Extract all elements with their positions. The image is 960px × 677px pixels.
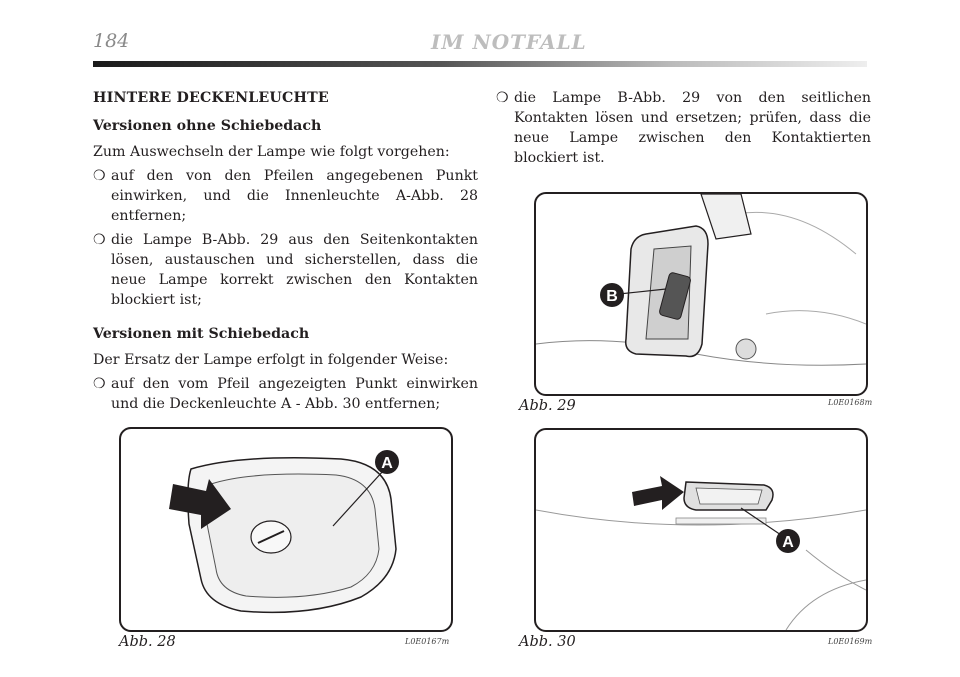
- page-number: 184: [93, 30, 130, 52]
- bullet-icon: ❍: [93, 168, 106, 184]
- bullet-text: die Lampe B-Abb. 29 aus den Seitenkontakten lösen, austauschen und sicherstellen, dass die neue Lampe korrekt zwischen den Kontakten blockiert ist;: [111, 232, 478, 308]
- subheading-without-sunroof: Versionen ohne Schiebedach: [93, 118, 322, 134]
- running-title: IM NOTFALL: [431, 30, 587, 54]
- page-header: [93, 30, 867, 54]
- callout-label: A: [782, 534, 794, 551]
- figure-29-code: L0E0168m: [828, 398, 873, 407]
- ceiling-lamp-drawing: [536, 430, 866, 630]
- bullet-item: [93, 230, 478, 310]
- left-column: [93, 88, 478, 418]
- bullet-icon: ❍: [93, 232, 106, 248]
- figure-30-illustration: [534, 428, 868, 632]
- callout-label: A: [381, 455, 393, 472]
- bullet-icon: ❍: [93, 376, 106, 392]
- figure-28-code: L0E0167m: [405, 637, 450, 646]
- bullet-text: auf den von den Pfeilen angegebenen Punkt einwirken, und die Innenleuchte A-Abb. 28 entfernen;: [111, 168, 478, 224]
- intro-text-2: Der Ersatz der Lampe erfolgt in folgender Weise:: [93, 352, 449, 368]
- bullet-item: [93, 166, 478, 226]
- lamp-cover-drawing: [121, 429, 451, 630]
- figure-30-code: L0E0169m: [828, 637, 873, 646]
- bullet-text: auf den vom Pfeil angezeigten Punkt einwirken und die Deckenleuchte A - Abb. 30 entfernen;: [111, 376, 478, 412]
- arrow-icon: [632, 476, 684, 510]
- bullet-item: [93, 374, 478, 414]
- figure-28-caption: Abb. 28: [119, 634, 176, 650]
- callout-label: B: [606, 288, 618, 305]
- subheading-with-sunroof: Versionen mit Schiebedach: [93, 326, 310, 342]
- bullet-icon: ❍: [496, 90, 509, 106]
- header-rule: [93, 61, 867, 67]
- intro-text-1: Zum Auswechseln der Lampe wie folgt vorgehen:: [93, 144, 450, 160]
- figure-29-caption: Abb. 29: [519, 398, 576, 414]
- bullet-text: die Lampe B-Abb. 29 von den seitlichen Kontakten lösen und ersetzen; prüfen, dass die neue Lampe zwischen den Kontaktierten blockiert ist.: [514, 90, 871, 166]
- section-heading: HINTERE DECKENLEUCHTE: [93, 90, 329, 106]
- figure-28-illustration: [119, 427, 453, 632]
- figure-30-caption: Abb. 30: [519, 634, 576, 650]
- bullet-item: [496, 88, 871, 168]
- right-column: [496, 88, 871, 172]
- figure-29-illustration: [534, 192, 868, 396]
- lamp-socket-drawing: [536, 194, 866, 394]
